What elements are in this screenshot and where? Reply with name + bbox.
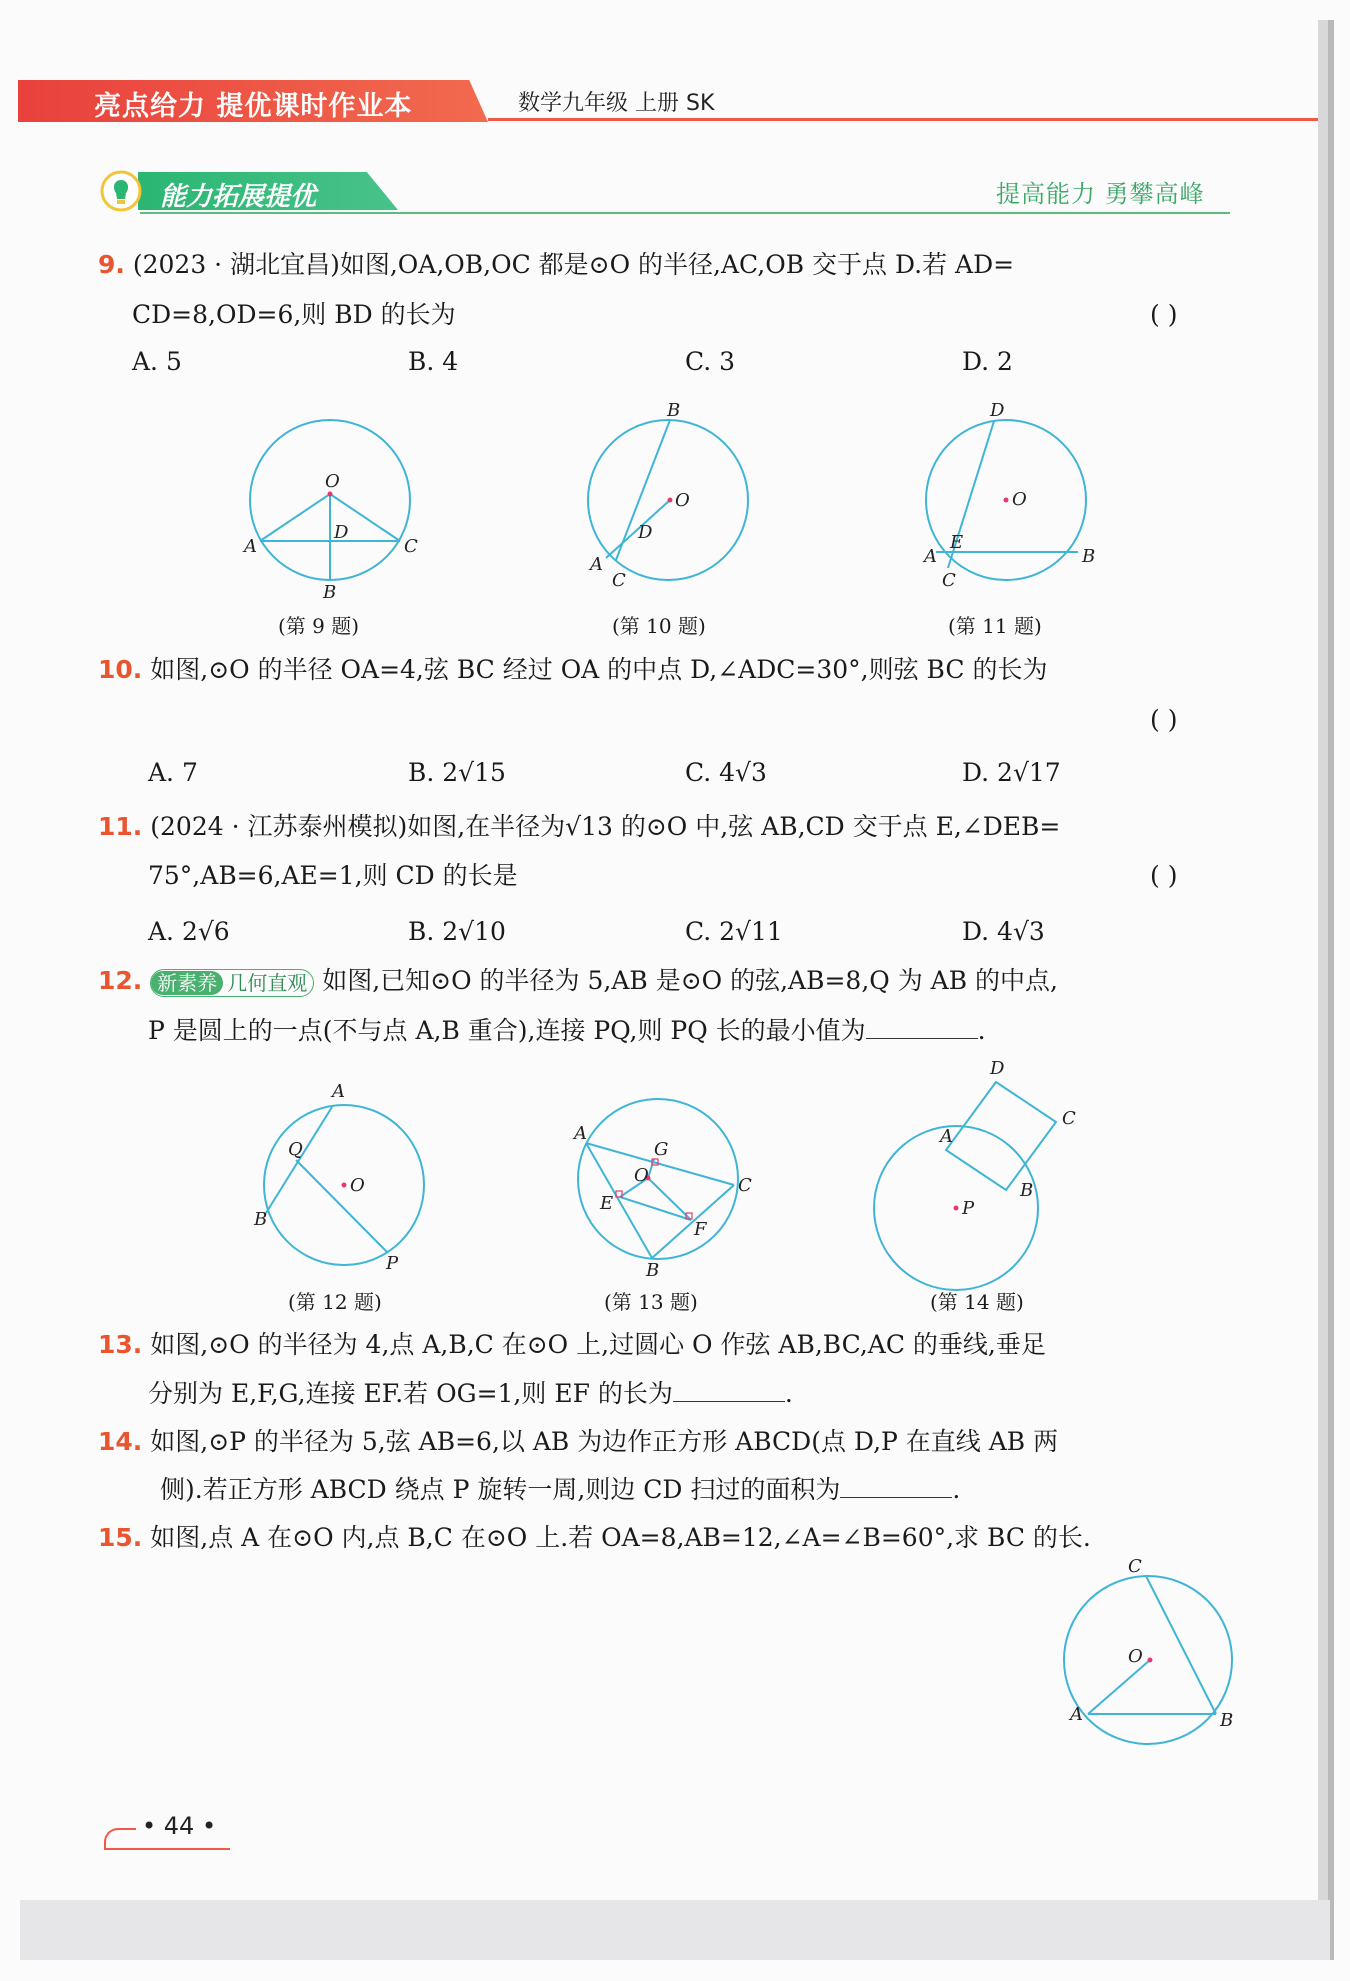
option-a: A. 5: [132, 347, 182, 376]
footer-ornament: [104, 1828, 136, 1850]
figure-caption: (第 13 题): [604, 1290, 698, 1314]
question-14-line1: [98, 1417, 1058, 1467]
label-a: A: [574, 1123, 587, 1144]
question-text: 如图,⊙O 的半径为 4,点 A,B,C 在⊙O 上,过圆心 O 作弦 AB,BC,AC 的垂线,垂足: [150, 1330, 1046, 1359]
label-p: P: [962, 1198, 975, 1219]
question-number: 14.: [98, 1427, 143, 1456]
question-number: 9.: [98, 250, 125, 279]
label-a: A: [332, 1081, 345, 1102]
label-b: B: [646, 1260, 660, 1281]
figure-14: [884, 1060, 1104, 1280]
question-text: 如图,已知⊙O 的半径为 5,AB 是⊙O 的弦,AB=8,Q 为 AB 的中点,: [322, 966, 1058, 995]
answer-blank[interactable]: [866, 1016, 978, 1039]
answer-blank[interactable]: [673, 1379, 785, 1402]
question-15-line1: [98, 1513, 1091, 1563]
header-rule: [488, 118, 1318, 121]
label-o: O: [675, 490, 690, 511]
question-text: 75°,AB=6,AE=1,则 CD 的长是: [148, 861, 518, 890]
label-c: C: [1062, 1108, 1076, 1129]
option-b: B. 2√10: [408, 917, 506, 946]
option-c: C. 2√11: [685, 917, 783, 946]
option-d: D. 2√17: [962, 758, 1061, 787]
badge-label: 新素养: [151, 971, 223, 995]
new-literacy-badge: [150, 969, 314, 997]
figure-13: [558, 1075, 758, 1281]
figure-12: [244, 1075, 444, 1275]
section-rule: [140, 212, 1230, 214]
badge-topic: 几何直观: [227, 970, 308, 995]
question-13-line2: [148, 1369, 793, 1419]
question-text: 分别为 E,F,G,连接 EF.若 OG=1,则 EF 的长为: [148, 1379, 673, 1408]
question-number: 12.: [98, 966, 143, 995]
label-p: P: [386, 1253, 399, 1274]
page-edge-shadow-dark: [1328, 20, 1334, 1960]
option-c: C. 3: [685, 347, 736, 376]
label-f: F: [694, 1219, 707, 1240]
question-9-line2: [132, 290, 456, 340]
figure-15: [1060, 1556, 1260, 1760]
book-title: 亮点给力 提优课时作业本: [94, 91, 413, 122]
option-b: B. 4: [408, 347, 459, 376]
label-a: A: [1070, 1704, 1083, 1725]
question-13-line1: [98, 1320, 1046, 1370]
label-d: D: [334, 522, 349, 543]
section-banner: [98, 168, 398, 214]
option-d: D. 4√3: [962, 917, 1045, 946]
label-b: B: [1020, 1180, 1034, 1201]
answer-paren: ( ): [1150, 300, 1178, 329]
question-text: P 是圆上的一点(不与点 A,B 重合),连接 PQ,则 PQ 长的最小值为: [148, 1016, 866, 1045]
question-11-line2: [148, 851, 518, 901]
question-text: (2023 · 湖北宜昌)如图,OA,OB,OC 都是⊙O 的半径,AC,OB 交于点 D.若 AD=: [132, 250, 1015, 279]
label-o: O: [634, 1165, 649, 1186]
question-text: 如图,⊙O 的半径 OA=4,弦 BC 经过 OA 的中点 D,∠ADC=30°,则弦 BC 的长为: [150, 655, 1048, 684]
label-b: B: [254, 1209, 268, 1230]
scan-bottom-band: [20, 1900, 1330, 1960]
answer-paren: ( ): [1150, 705, 1178, 734]
label-c: C: [1128, 1556, 1142, 1577]
question-text: (2024 · 江苏泰州模拟)如图,在半径为√13 的⊙O 中,弦 AB,CD 交于点 E,∠DEB=: [150, 812, 1061, 841]
label-b: B: [323, 582, 337, 603]
footer-rule: [104, 1848, 230, 1850]
question-text: CD=8,OD=6,则 BD 的长为: [132, 300, 456, 329]
question-text: 侧).若正方形 ABCD 绕点 P 旋转一周,则边 CD 扫过的面积为: [160, 1475, 841, 1504]
figure-11: [906, 400, 1106, 600]
question-10-line1: [98, 645, 1047, 695]
page-edge-shadow: [1318, 20, 1328, 1960]
label-a: A: [244, 536, 257, 557]
option-b: B. 2√15: [408, 758, 506, 787]
label-c: C: [612, 570, 626, 591]
book-subtitle: 数学九年级 上册 SK: [518, 91, 715, 116]
question-number: 13.: [98, 1330, 143, 1359]
label-d: D: [990, 400, 1005, 421]
section-slogan: 提高能力 勇攀高峰: [996, 180, 1205, 208]
question-text-end: .: [784, 1379, 793, 1408]
label-o: O: [350, 1175, 365, 1196]
option-a: A. 7: [148, 758, 198, 787]
question-number: 11.: [98, 812, 143, 841]
label-e: E: [950, 532, 964, 553]
label-c: C: [404, 536, 418, 557]
header-bar: [18, 80, 1318, 122]
question-number: 15.: [98, 1523, 143, 1552]
question-text: 如图,点 A 在⊙O 内,点 B,C 在⊙O 上.若 OA=8,AB=12,∠A=∠B=60°,求 BC 的长.: [150, 1523, 1091, 1552]
page-number: • 44 •: [142, 1812, 217, 1840]
page-footer: [104, 1812, 230, 1852]
label-q: Q: [288, 1139, 303, 1160]
figure-9: [230, 400, 430, 603]
label-e: E: [600, 1193, 614, 1214]
question-11-line1: [98, 802, 1060, 852]
label-c: C: [942, 570, 956, 591]
label-o: O: [1128, 1646, 1143, 1667]
label-o: O: [1012, 489, 1027, 510]
question-text-end: .: [977, 1016, 986, 1045]
label-b: B: [667, 400, 681, 421]
figure-caption: (第 14 题): [930, 1290, 1024, 1314]
label-b: B: [1082, 546, 1096, 567]
figure-caption: (第 9 题): [278, 614, 360, 638]
label-g: G: [654, 1139, 669, 1160]
option-d: D. 2: [962, 347, 1013, 376]
question-12-line2: [148, 1006, 986, 1056]
answer-paren: ( ): [1150, 861, 1178, 890]
label-c: C: [738, 1175, 752, 1196]
label-o: O: [325, 471, 340, 492]
label-a: A: [940, 1126, 953, 1147]
section-title: 能力拓展提优: [160, 182, 317, 212]
answer-blank[interactable]: [840, 1475, 952, 1498]
label-a: A: [924, 546, 937, 567]
bulb-icon: [98, 168, 144, 214]
figure-caption: (第 10 题): [612, 614, 706, 638]
label-d: D: [638, 522, 653, 543]
figure-caption: (第 11 题): [948, 614, 1042, 638]
option-c: C. 4√3: [685, 758, 767, 787]
label-b: B: [1220, 1710, 1234, 1731]
question-9-line1: [98, 240, 1014, 290]
question-text: 如图,⊙P 的半径为 5,弦 AB=6,以 AB 为边作正方形 ABCD(点 D,P 在直线 AB 两: [150, 1427, 1059, 1456]
label-d: D: [990, 1058, 1005, 1079]
question-text-end: .: [952, 1475, 961, 1504]
figure-10: [568, 400, 768, 600]
figure-caption: (第 12 题): [288, 1290, 382, 1314]
question-12-line1: [98, 956, 1058, 1006]
question-number: 10.: [98, 655, 143, 684]
label-a: A: [590, 554, 603, 575]
option-a: A. 2√6: [148, 917, 230, 946]
question-14-line2: [160, 1465, 960, 1515]
